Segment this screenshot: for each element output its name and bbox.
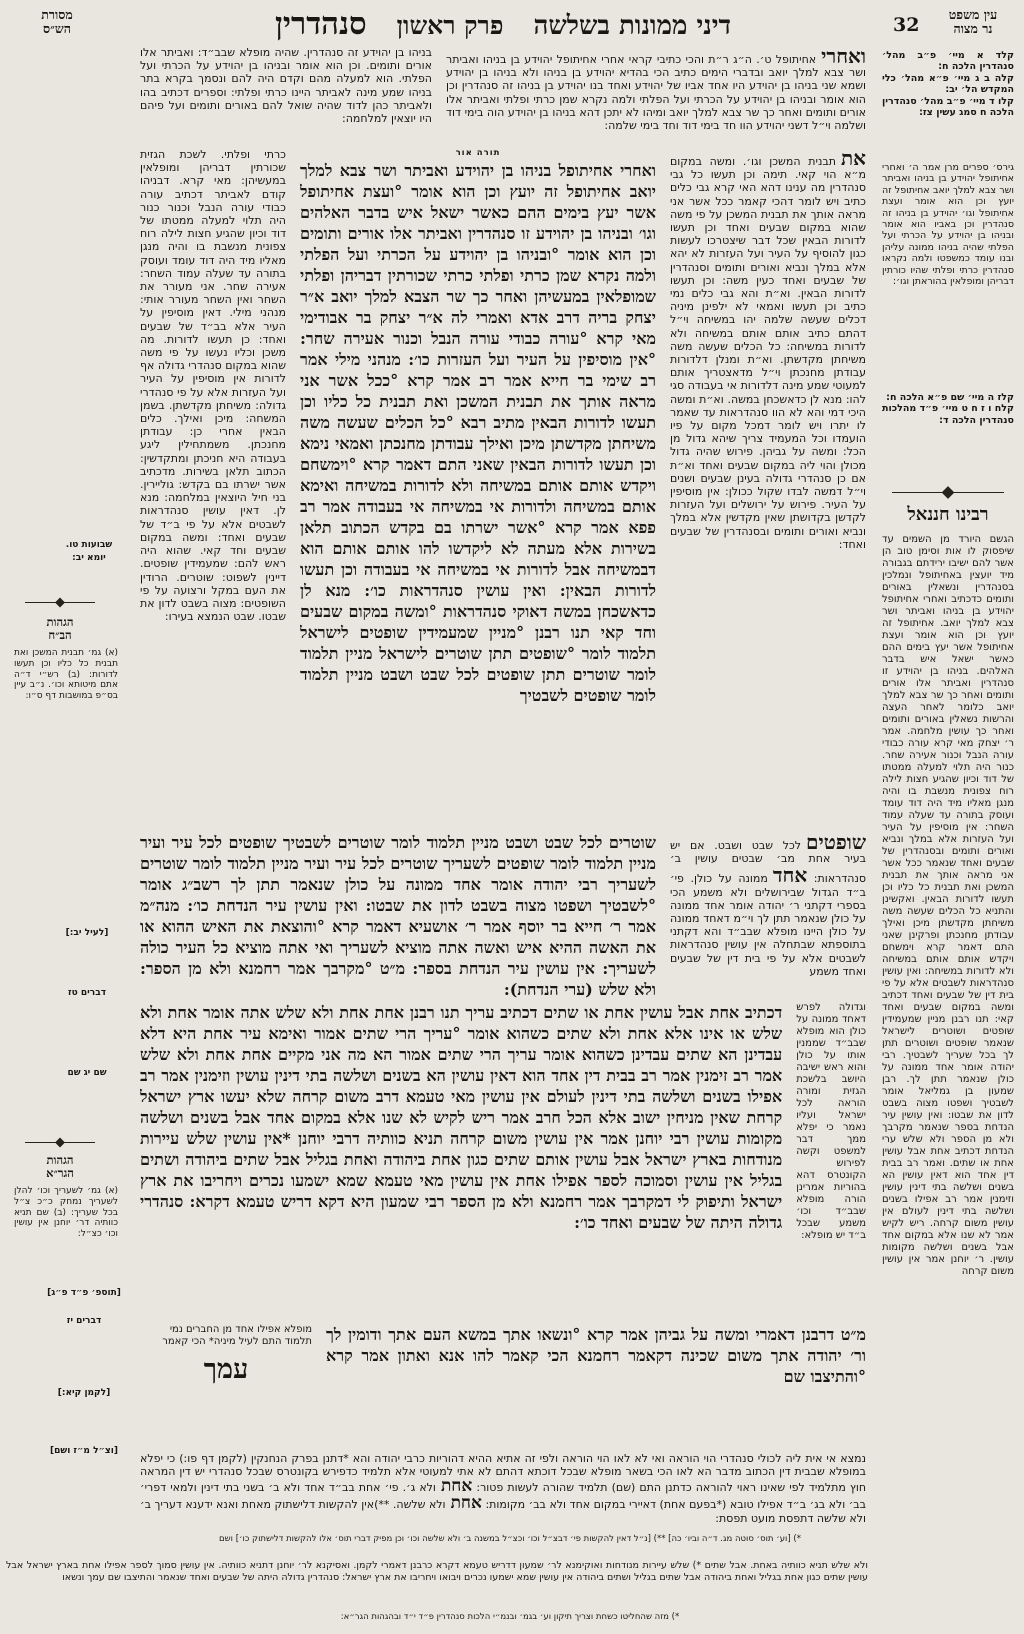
- gemara-end-box: [140, 1324, 312, 1452]
- girsa-note: גירס׳ ספרים מרן אמר ה׳ ואחרי אחיתופל יהוידע בן בניהו ואביתר ושר צבא למלך יואב אחיתופל זה יועץ וכן הוא אומר ועצת אחיתופל וגו׳ יהוידע בן בניהו זה סנהדרין וכן באביו הוא אומר ובניהו בן יהוידע על הכרתי ועל הפלתי שהיה בניהו ממונה עליהן ובנו עומד כמשפטו ולמה נקראו סנהדרין כרתי ופלתי שהיו כורתין דבריהן ומופלאין בהוראתן וגו׳:: [882, 162, 1014, 288]
- tosafot-bottom: נמצא אי אית ליה לכולי סנהדרי הוי הוראה ואי לא לאו הוי הוראה ולפי זה אתיא ההיא דהוריות כרבי יהודה והא *דתנן בפרק הנחנקין (לקמן דף פו:) כי יפלא במופלא שבבית דין הכתוב מדבר הא לאו הכי בשאר מופלא שבכל דוכתא דהתם לא אתי למעוטי אלא תלמיד כדפירש בקונטרס שבכל סנהדרי יש דין המראה חוץ מתלמיד לפי שאינו ראוי להוראה כדתנן התם (שם) תלמיד שהורה לעשות פטור: אחתולא ג׳. פי׳ אחת בב״ד אחד ולא ב׳ בשני בתי דינין ולמאי דפרי׳ בב׳ ולא בג׳ ב״ד אפילו טובא (*בפעם אחת) דאיירי במקום אחד ולא בב׳ מקומות: אחתולא שלשה. **)אין להקשות דלישתוק מאחת ואנא ידענא דעריך ב׳ ולא שלשה דתפסת מועט תפסת:: [140, 1452, 866, 1526]
- mesorat-ref: יומא יב:: [72, 553, 106, 563]
- band-a: [140, 148, 866, 832]
- hagahot-gra-header: הגהות הגר״א: [46, 1153, 74, 1181]
- tosafot-top: ואחריאחיתופל ט׳. ה״ג ר״ת והכי כתיבי קראי אחרי אחיתופל יהוידע בן בניהו ואביתר ושר צבא למלך יואב ובדברי הימים כתיב הכי בהדיא יהוידע בן בניהו ולא בניהו בן יהוידע ושמא שני בניהו בן יהוידע היו אחד אביו של יהוידע ואחד בנו יהוידע בן בניהו זה סנהדרין וכן הוא אומר ובניהו בן יהוידע על הכרתי ועל הפלתי ולמה נקרא שמן כרתי ופלתי ואביתר אלו אורים ותומים ואחר כך שר צבא למלך יואב ומיהו לא יתכן דהא בניהו בן יהוידע הוה בימי דוד ושלמה וי״ל דשני יהוידע הוו חד בימי דוד וחד בימי שלמה:: [446, 46, 866, 133]
- tosafot-headword: את: [840, 148, 866, 170]
- gemara-end-word: עמך: [203, 1354, 249, 1385]
- rabbeinu-chananel-bottom: ולא שלש תניא כוותיה באחת. אבל שתים *) שלש עיירות מנודחות ואוקימנא לר׳ שמעון דדריש טעמא דקרא כרבנן דאמרי לקמן. ואסיקנא לר׳ יוחנן דתניא כוותיה. אין עושין סמוך לספר אפילו אחת בארץ ישראל אבל עושין שתים כגון אחת בגליל ואחת ביהודה אבל שתים בגליל ושתים ביהודה אין עושין שמא ישמעו נכרים ויבואו ויחריבו את ארץ ישראל: סנהדרין גדולה היתה של שבעים ואחד שנאמר והתיצבו שם עמך ונשאו: [6, 1560, 868, 1583]
- masechet-title: סנהדרין: [274, 6, 367, 42]
- ein-mishpat-entry: קלו ד מיי׳ פ״ב מהל׳ סנהדרין הלכה ח סמג עשין צז:: [882, 95, 1014, 119]
- gemara-column: [300, 148, 656, 832]
- hagahot-bach-text: (א) גמ׳ תבנית המשכן ואת תבנית כל כליו וכן תעשו לדורות: (ב) רש״י ד״ה אתם מיטותא וכו׳. נ״ב עיין בס״פ במושבות דף ס״ו:: [14, 648, 118, 702]
- gemara-text-d: מ״ט דרבנן דאמרי ומשה על גביהן אמר קרא °ונשאו אתך במשא העם אתך ודומין לך ור׳ יהודה אתך משום שכינה דקאמר רחמנא הכי קאמר להו אנא ואתון אמר קרא °והתיצבו שם: [326, 1325, 866, 1386]
- rashi-column: כרתי ופלתי. לשכת הגזית שכורתין דבריהן ומופלאין במעשיהן: מאי קרא. דבניהו קודם לאביתר דכתיב עורה כבודי עורה הנבל וכנור כנור היה תלוי למעלה ממטתו של דוד וכיון שהגיע חצות לילה רוח צפונית מנשבת בו והיה מנגן מאליו מיד היה דוד עומד ועוסק בתורה עד שעלה עמוד השחר: אעירה שחר. אני מעורר את השחר ואין השחר מעורר אותי: מנהני מילי. דאין מוסיפין על העיר אלא בב״ד של שבעים ואחד: כן תעשו לדורות. מה משכן וכליו נעשו על פי משה שהוא במקום סנהדרי גדולה אף לדורות אין מוסיפין על העיר ועל העזרות אלא על פי סנהדרי גדולה: משיחתן מקדשתן. בשמן המשחה: מיכן ואילך. כלים הבאין אחרי כן: עבודתן מחנכתן. משמתחילין ליגע בעבודה היא חניכתן ומתקדשין: הכתוב תלאן בשירות. מדכתיב אשר ישרתו בם בקדש: גוליירין. בני חיל היוצאין במלחמה: מנא לן. דאין עושין סנהדראות לשבטים אלא על פי ב״ד של שבעים ואחד: ומשה במקום שבעים וחד קאי. שהוא היה ראש להם: שמעמידין שופטים. דיינין לשפוט: שוטרים. הרודין את העם במקל ורצועה על פי השופטים: מצוה בשבט לדון את שבטו. שבט הנמצא בעירו:: [140, 148, 286, 624]
- divider-ornament: [884, 488, 1012, 498]
- rabbeinu-chananel-text: הגשם היורד מן השמים עד שיפסוק לו אות וסימן טוב הן אשר להם ישיבו ירידתם בגבורה מיד יועצין באחיתופל ונמלכין בסנהדרין ונשאלין באורים ותומים כדכתיב ואחרי אחיתופל יהוידע בן בניהו ואביתר ושר צבא למלך יואב. אחיתופל זה יועץ וכן הוא אומר ועצת אחיתופל אשר יעץ בימים ההם כאשר ישאל איש בדבר האלהים. בניהו בן יהוידע זו סנהדרין ואביתר אלו אורים ותומים ואחר כך שר צבא למלך יואב כלומר לאחר העצה והרשות נשאלין באורים ותומים ואחר כך עושין מלחמה. אמר ר׳ יצחק מאי קרא עורה כבודי עורה הנבל וכנור אעירה שחר. כנור היה תלוי למעלה ממטתו של דוד וכיון שהגיע חצות לילה רוח צפונית מנשבת בו והיה מנגן מאליו מיד היה דוד עומד ועוסק בתורה עד שעלה עמוד השחר: אין מוסיפין על העיר ועל העזרות אלא במלך ונביא ואורים ותומים ובסנהדרין של שבעים ואחד שנאמר ככל אשר אני מראה אותך את תבנית המשכן ואת תבנית כל כליו וכן תעשו לדורות הבאין. ואקשינן והתניא כל הכלים שעשה משה משיחתן מקדשתן מיכן ואילך עבודתן מחנכתן ופרקינן שאני התם דאמר קרא וימשחם ויקדש אותם אותם במשיחה ולא לדורות במשיחה: ואין עושין סנהדראות לשבטים אלא על פי בית דין של שבעים ואחד דכתיב ומשה במקום שבעים ואחד קאי: תנו רבנן מניין שמעמידין שופטים ושוטרים לישראל שנאמר שופטים ושוטרים תתן לך בכל שעריך לשבטיך. רבי יהודה אומר אחד ממונה על כולן שנאמר תתן לך. רבן שמעון בן גמליאל אומר לשבטיך ושפטו מצוה בשבט לדון את שבטו: ואין עושין עיר הנדחת בספר שנאמר מקרבך ולא מן הספר ולא שלש ערי הנדחת דכתיב אחת אבל עושין אחת או שתים. ואמר רב בבית דין אחד הוא דאין עושין הא בשנים ושלשה בתי דינין עושין וזימנין אמר רב אפילו בשנים ושלשה בתי דינין לעולם אין עושין משום קרחה. ריש לקיש אמר לא שנו אלא במקום אחד אבל בשנים ושלשה מקומות עושין. ר׳ יוחנן אמר אין עושין משום קרחה: [882, 534, 1014, 1277]
- hagahot-bach-header: הגהות הב״ח: [46, 615, 74, 643]
- gemara-text-a: ואחרי אחיתופל בניהו בן יהוידע ואביתר ושר צבא למלך יואב אחיתופל זה יועץ וכן הוא אומר °ועצת אחיתופל אשר יעץ בימים ההם כאשר ישאל איש בדבר האלהים וגו׳ ובניהו בן יהוידע זו סנהדרין ואביתר אלו אורים ותומים וכן הוא אומר °ובניהו בן יהוידע על הכרתי ועל הפלתי ולמה נקרא שמן כרתי ופלתי כרתי שכורתין דבריהן ופלתי שמופלאין במעשיהן ואחר כך שר הצבא למלך יואב א״ר יצחק בריה דרב אדא ואמרי לה א״ר יצחק בר אבודימי מאי קרא °עורה כבודי עורה הנבל וכנור אעירה שחר: °אין מוסיפין על העיר ועל העזרות כו׳: מנהני מילי אמר רב שימי בר חייא אמר רב אמר קרא °ככל אשר אני מראה אותך את תבנית המשכן ואת תבנית כל כליו וכן תעשו לדורות הבאין מתיב רבא °כל הכלים שעשה משה משיחתן מקדשתן מיכן ואילך עבודתן מחנכתן ואמאי נימא וכן תעשו לדורות הבאין שאני התם דאמר קרא °וימשחם ויקדש אותם אותם במשיחה ולא לדורות במשיחה ואימא אותם במשיחה ולדורות אי במשיחה אי בעבודה אמר רב פפא אמר קרא °אשר ישרתו בם בקדש הכתוב תלאן בשירות אלא מעתה לא ליקדשו להו אותם אותם הוא דבמשיחה אבל לדורות אי במשיחה אי בעבודה וכן תעשו לדורות הבאין: ואין עושין סנהדראות כו׳: מנא לן כדאשכחן במשה דאוקי סנהדראות °ומשה במקום שבעים וחד קאי תנו רבנן °מניין שמעמידין שופטים לישראל תלמוד לומר °שופטים תתן שוטרים לישראל מניין תלמוד לומר שוטרים תתן שופטים לכל שבט ושבט מניין תלמוד לומר שופטים לשבטיך: [300, 161, 656, 705]
- mesorat-ref: דברים יז: [66, 1316, 102, 1326]
- tosafot-fragment: מופלא אפילו אחד מן החברים נמי: [169, 1324, 312, 1335]
- mesorat-ref: שם יג שם: [67, 1068, 107, 1078]
- page-header: [140, 6, 866, 42]
- final-footnote: *) מזה שהחליטו כשחת וצריך תיקון וע׳ בגמ׳ ובנמ״י הלכות סנהדרין פ״ד י״ד ובהגהות הגר״א:: [340, 1612, 680, 1622]
- divider-ornament: [20, 1138, 100, 1148]
- band-b: [140, 832, 866, 1002]
- tosafot-headword: ואחרי: [821, 46, 866, 68]
- tosafot-headword: אחת: [440, 1476, 473, 1497]
- ein-mishpat-header: עין משפט נר מצוה: [948, 7, 998, 37]
- gemara-text-c: דכתיב אחת אבל עושין אחת או שתים דכתיב עריך תנו רבנן אחת אחת ולא שלש אתה אומר אחת ולא שלש או אינו אלא אחת ולא שתים כשהוא אומר °עריך הרי שתים אמור ואימא עיר אחת היא דלא עבדינן הא שתים עבדינן כשהוא אומר עריך הרי שתים אמור הא מה אני מקיים אחת אחת ולא שלש אמר רב זימנין אמר רב בבית דין אחד הוא דאין עושין הא בשנים ושלשה בתי דינין עושין וזימנין אמר רב אפילו בשנים ושלשה בתי דינין לעולם אין עושין מאי טעמא דרב משום קרחה שלא יעשו ארץ ישראל קרחת שאין מניחין ישוב אלא הכל חרב אמר ריש לקיש לא שנו אלא במקום אחד אבל בשנים ושלשה מקומות עושין רבי יוחנן אמר אין עושין משום קרחה תניא כוותיה דרבי יוחנן *אין עושין שלש עיירות מנודחות בארץ ישראל אבל עושין אותם שתים כגון אחת ביהודה ואחת בגליל אבל שתים ביהודה ושתים בגליל אין עושין וסמוכה לספר אפילו אחת אין עושין מאי טעמא שמא ישמעו נכרים ויחריבו את ארץ ישראל ותיפוק לי דמקרבך אמר רחמנא ולא מן הספר רבי שמעון היא דקא דריש טעמא דקרא: סנהדרי גדולה היתה של שבעים ואחד כו׳:: [140, 1003, 783, 1232]
- mesorat-ref: [לעיל יב:]: [65, 928, 109, 938]
- ein-mishpat-entry: קלז ה מיי׳ שם פ״א הלכה ח:: [886, 392, 1014, 403]
- band-top: [140, 46, 866, 148]
- right-margin: [874, 0, 1020, 1634]
- footnote-line: *) [וע׳ תוס׳ סוטה מג. ד״ה וביו׳ כה] **) [נ״ל דאין להקשות פי׳ דבצ״ל וכו׳ וכצ״ל במשנה ב׳ ולא שלשה וכו׳ וכן מפיק דברי תוס׳ אלו להקשות דלישתוק כו׳] ושם: [219, 1534, 801, 1544]
- tosafot-fragment: תלמוד התם לעיל מיניה* הכי קאמר: [162, 1336, 312, 1347]
- ein-mishpat-entry: קלד א מיי׳ פ״ב מהל׳ סנהדרין הלכה ח:: [882, 50, 1014, 73]
- tosafot-column: אתתבנית המשכן וגו׳. ומשה במקום מ״א הוי קאי. תימה וכן תעשו כל גבי סנהדרין מה ענינו דהא האי קרא גבי כלים כתיב ויש לומר דהכי קאמר ככל אשר אני מראה אותך את תבנית המשכן על פי משה שהוא במקום שבעים ואחד וכן תעשו לדורות הבאין שכל דבר שיצטרכו לעשות כגון להוסיף על העיר ועל העזרות לא יהא אלא במלך ונביא ואורים ותומים וסנהדרין של שבעים ואחד כעין משה: וכן תעשו לדורות הבאין. וא״ת והא גבי כלים נמי כתיב וכן תעשו ואמאי לא ילפינן מיניה דכלים שעשה שלמה יהו במשיחה וי״ל דהתם כתיב אותם אותם במשיחה ולא לדורות במשיחה: כל הכלים שעשה משה משיחתן מקדשתן. וא״ת ומנלן דלדורות עבודתן מחנכתן וי״ל מדאצטריך אותם למעוטי שמע מינה דלדורות אי בעבודה סגי להו: מנא לן כדאשכחן במשה. וא״ת ומשה היכי דמי והא לא הוו סנהדראות עד שאמר לו יתרו ויש לומר דמכל מקום על פיו הועמדו וכל המעמיד צריך שיהא גדול מן הכל: ומשה על גביהן. פירוש שהיה גדול מכולן והוי ליה במקום שבעים ואחד וא״ת אם כן סנהדרי גדולה בעינן שבעים ושנים וי״ל דמשה לבדו שקול ככולן: אין מוסיפין על העיר. פירוש על ירושלים ועל העזרות לקדשן בקדושתן שאין מקדשין אלא במלך ונביא ואורים ותומים ובסנהדרין של שבעים ואחד:: [670, 148, 866, 551]
- perek-name: דיני ממונות בשלשה: [533, 11, 732, 41]
- gemara-text-b: שוטרים לכל שבט ושבט מניין תלמוד לומר שוטרים לשבטיך שופטים לכל עיר ועיר מניין תלמוד לומר שופטים לשעריך שוטרים לכל עיר ועיר מניין תלמוד לומר שוטרים לשעריך רבי יהודה אומר אחד ממונה על כולן שנאמר תתן לך רשב״ג אומר °לשבטיך ושפטו מצוה בשבט לדון את שבטו: ואין עושין עיר הנדחת כו׳: מנה״מ אמר ר׳ חייא בר יוסף אמר ר׳ אושעיא דאמר קרא °והוצאת את האיש ההוא או את האשה ההיא איש ואשה אתה מוציא לשעריך ואי אתה מוציא כל העיר כולה לשעריך: אין עושין עיר הנדחת בספר: מ״ט °מקרבך אמר רחמנא ולא מן הספר: ולא שלש (ערי הנדחת):: [140, 833, 656, 999]
- divider-ornament: [20, 598, 100, 608]
- mesorat-hashas-header: מסורת הש״ס: [41, 7, 73, 37]
- band-c: [140, 1002, 866, 1324]
- ein-mishpat-entries: [882, 50, 1014, 118]
- rashi-top: בניהו בן יהוידע זה סנהדרין. שהיה מופלא שבב״ד: ואביתר אלו אורים ותומים. וכן הוא אומר ובניהו בן יהוידע על הכרתי ועל הפלתי. הוא למעלה מהם וקדם היה להם ונסמך בקרא בתר בניהו שמע מינה לאביתר היינו כרתי ופלתי: וספרים דכתיב בהו ולאביתר כהן לדוד שהיה שואל להם באורים ותומים ועל פיהם היו יוצאין למלחמה:: [140, 46, 432, 126]
- mesorat-ref: שבועות טו.: [65, 540, 113, 550]
- tosafot-headword: אחת: [450, 1493, 482, 1514]
- mesorat-ref: [לקמן קיא:]: [57, 1388, 111, 1398]
- mesorat-ref: דברים טז: [68, 988, 106, 998]
- tosafot-column-narrow: וגדולה לפרש דאחד ממונה על כולן הוא מופלא שבב״ד שממנין אותו על כולן והוא ראש ישיבה היושב בלשכת הגזית ומורה הוראה לכל ישראל ועליו נאמר כי יפלא ממך דבר למשפט וקשה לפירוש הקונטרס דהא בהוריות אמרינן הורה מופלא שבב״ד וכו׳ משמע שבכל ב״ד יש מופלא:: [796, 1002, 866, 1241]
- mesorat-ref: [תוספ׳ פ״ד פ״ג]: [47, 1288, 121, 1298]
- band-d: [140, 1324, 866, 1452]
- mesorat-ref: [וצ״ל מ״ז ושם]: [50, 1446, 118, 1456]
- tosafot-column-cont: שופטיםלכל שבט ושבט. אם יש בעיר אחת מב׳ שבטים עושין ב׳ סנהדראות: אחדממונה על כולן. פי׳ ב״ד הגדול שבירושלים ולא משמע הכי בספרי דקתני ר׳ יהודה אומר אחד ממונה על כולן שנאמר תתן לך וי״מ דאחד ממונה על כולן היינו מופלא שבב״ד והא דקתני בתוספתא שבתחלה אין עושין סנהדראות לשבטים אלא על פי בית דין של שבעים ואחד משמע: [670, 832, 866, 978]
- rabbeinu-chananel-header: רבינו חננאל: [907, 504, 989, 525]
- ein-mishpat-entry: קלח ו ז ח ט מיי׳ פ״ד מהלכות סנהדרין הלכה ד:: [881, 403, 1014, 426]
- hagahot-gra-text: (א) גמ׳ לשעריך וכו׳ להלן לשעריך נמחק כ״כ צ״ל בכל שעריך: (ב) שם תניא כוותיה דר׳ יוחנן אין עושין וכו׳ כצ״ל:: [14, 1186, 118, 1240]
- ein-mishpat-entry: קלה ב ג מיי׳ פ״א מהל׳ כלי המקדש הל׳ יב:: [882, 72, 1014, 96]
- perek-number: פרק ראשון: [396, 11, 504, 40]
- torah-or-label: תורה אור: [455, 148, 501, 158]
- tosafot-headword: אחד: [772, 863, 808, 888]
- page-number: 32: [893, 14, 920, 36]
- left-margin: [0, 0, 138, 1634]
- tosafot-headword: שופטים: [806, 832, 866, 854]
- ein-mishpat-entries-2: [882, 392, 1014, 426]
